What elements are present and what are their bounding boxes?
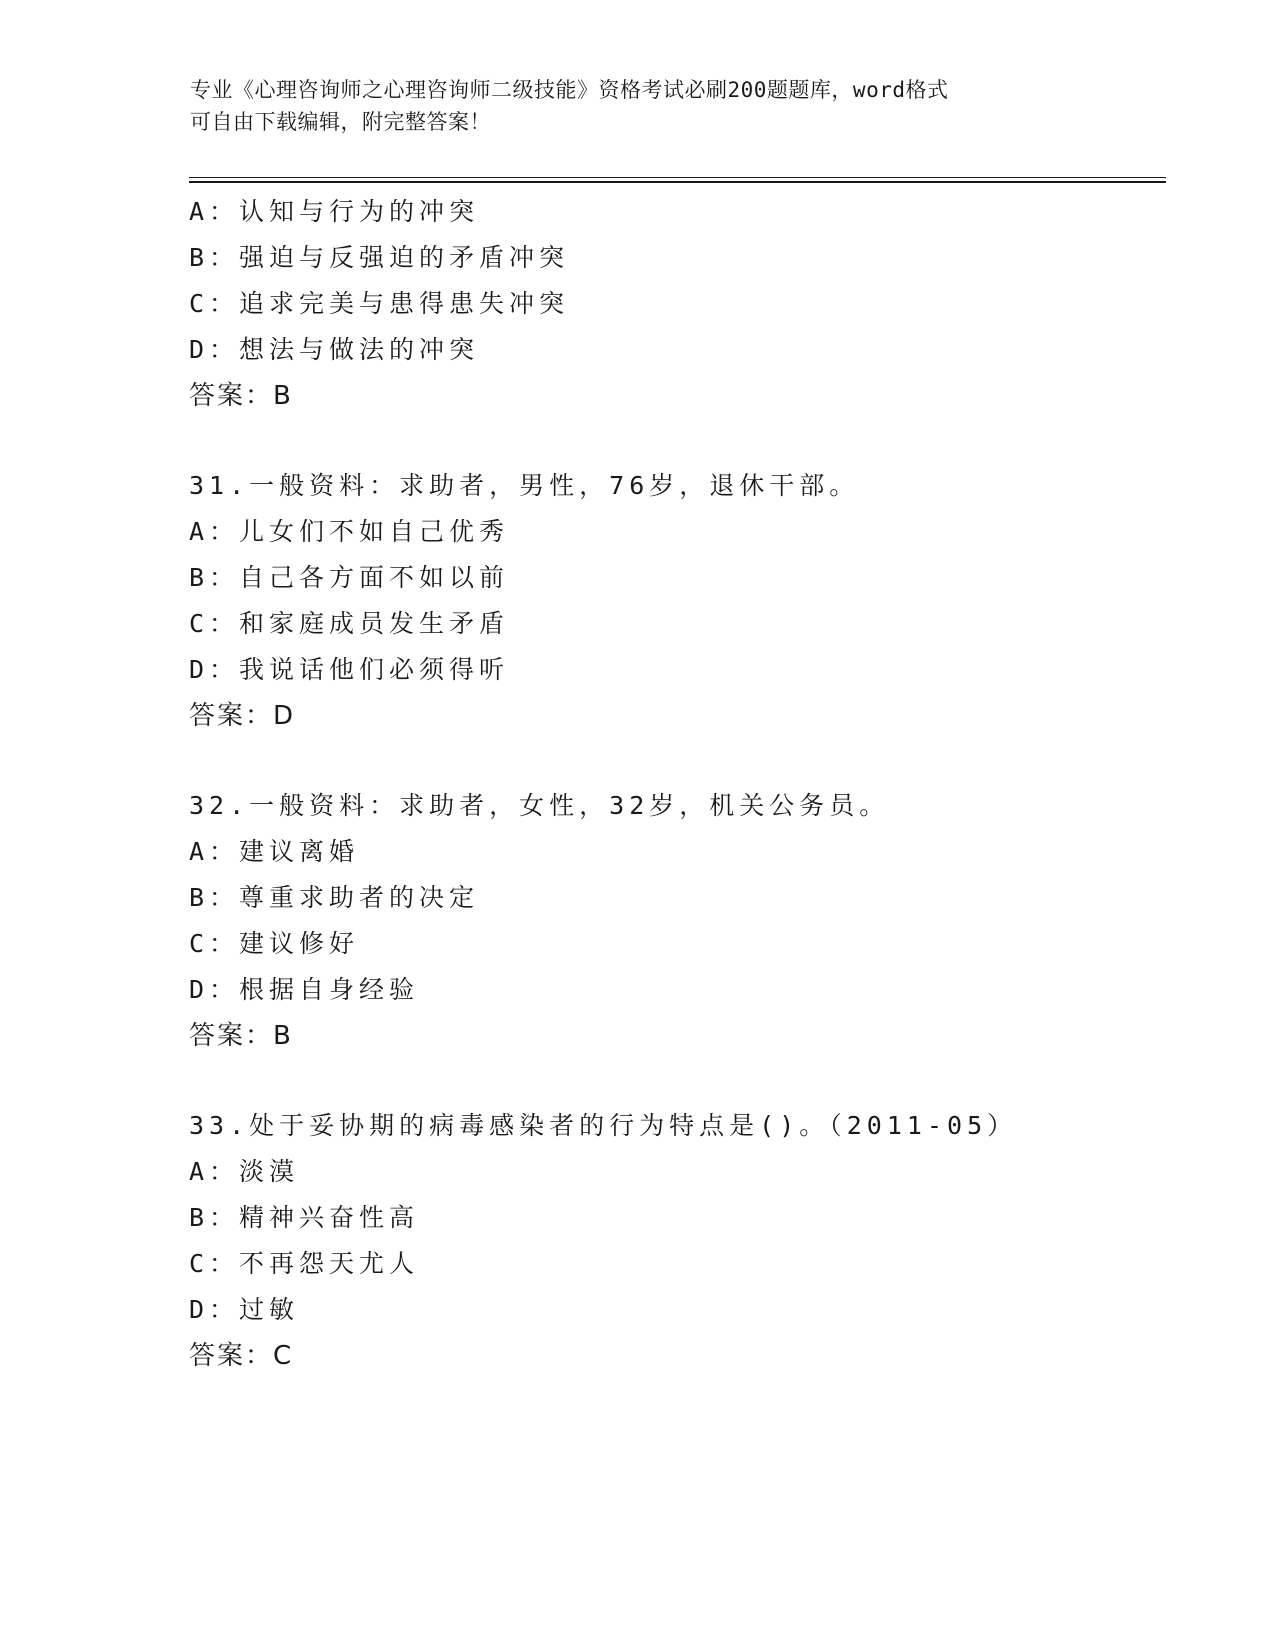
question-block-31 (189, 463, 1169, 739)
header-rule-thin (189, 177, 1166, 178)
option-d: D：根据自身经验 (189, 975, 420, 1004)
answer-line: 答案：B (189, 1021, 293, 1051)
option-c: C：建议修好 (189, 929, 360, 958)
option-a: A：儿女们不如自己优秀 (189, 517, 510, 546)
header-line-1: 专业《心理咨询师之心理咨询师二级技能》资格考试必刷200题题库，word格式 (190, 78, 949, 102)
option-a: A：认知与行为的冲突 (189, 197, 480, 226)
answer-line: 答案：C (189, 1341, 294, 1371)
header-rule-thick (189, 181, 1166, 183)
option-d: D：过敏 (189, 1295, 300, 1324)
document-header (190, 74, 1090, 138)
option-d: D：我说话他们必须得听 (189, 655, 510, 684)
question-block-32 (189, 783, 1169, 1059)
question-text: 33.处于妥协期的病毒感染者的行为特点是()。（2011-05） (189, 1111, 1018, 1140)
question-text: 32.一般资料：求助者，女性，32岁，机关公务员。 (189, 791, 890, 820)
option-a: A：建议离婚 (189, 837, 360, 866)
option-b: B：精神兴奋性高 (189, 1203, 420, 1232)
option-c: C：和家庭成员发生矛盾 (189, 609, 510, 638)
option-d: D：想法与做法的冲突 (189, 335, 480, 364)
answer-line: 答案：B (189, 381, 293, 411)
question-block-30 (189, 189, 1169, 419)
option-b: B：强迫与反强迫的矛盾冲突 (189, 243, 570, 272)
question-text: 31.一般资料：求助者，男性，76岁，退休干部。 (189, 471, 860, 500)
answer-line: 答案：D (189, 701, 296, 731)
option-c: C：追求完美与患得患失冲突 (189, 289, 570, 318)
option-c: C：不再怨天尤人 (189, 1249, 420, 1278)
option-b: B：自己各方面不如以前 (189, 563, 510, 592)
option-b: B：尊重求助者的决定 (189, 883, 480, 912)
option-a: A：淡漠 (189, 1157, 300, 1186)
question-list (189, 189, 1169, 1379)
question-block-33 (189, 1103, 1169, 1379)
header-line-2: 可自由下载编辑，附完整答案！ (190, 110, 491, 134)
